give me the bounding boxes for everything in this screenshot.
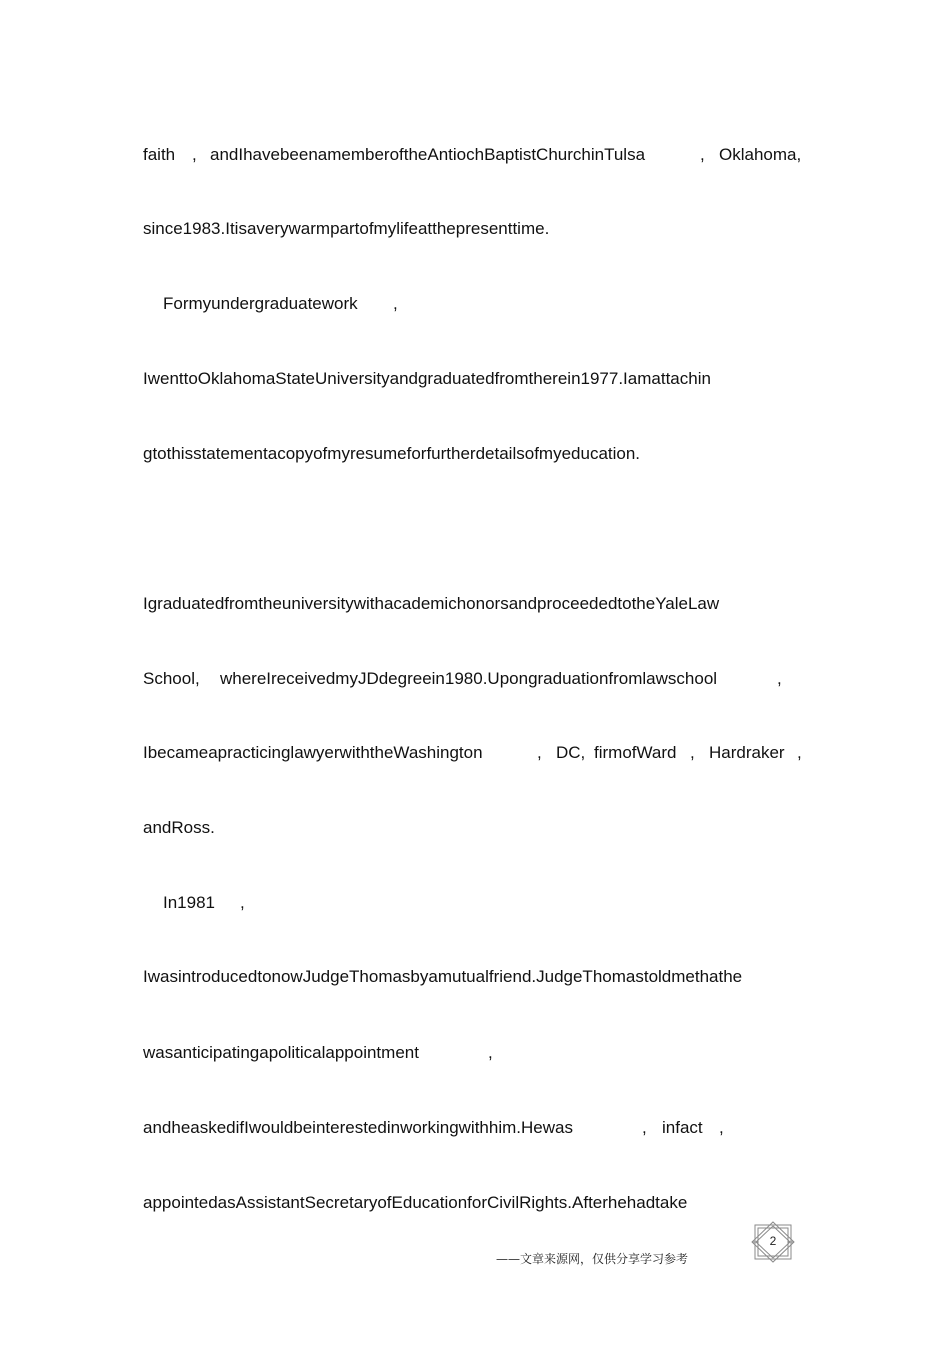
- text-segment: ,: [777, 669, 782, 688]
- text-segment: ,: [700, 145, 705, 164]
- text-segment: In1981: [163, 893, 215, 912]
- text-segment: ,: [797, 743, 802, 762]
- text-segment: ,: [393, 294, 398, 313]
- text-segment: IbecameapracticinglawyerwiththeWashington: [143, 743, 483, 762]
- text-segment: ,: [240, 893, 245, 912]
- text-segment: School,: [143, 669, 200, 688]
- text-segment: andheaskedifIwouldbeinterestedinworkingwithhim.Hewas: [143, 1118, 573, 1137]
- page-number-badge: [749, 1221, 797, 1263]
- text-line-6: IgraduatedfromtheuniversitywithacademichonorsandproceededtotheYaleLaw: [143, 594, 720, 613]
- text-segment: ,: [719, 1118, 724, 1137]
- text-segment: faith: [143, 145, 176, 164]
- text-segment: Formyundergraduatework: [163, 294, 358, 313]
- text-segment: infact: [662, 1118, 703, 1137]
- text-line-4: IwenttoOklahomaStateUniversityandgraduatedfromtherein1977.Iamattachin: [143, 369, 711, 388]
- text-line-9: andRoss.: [143, 818, 215, 837]
- text-segment: Hardraker: [709, 743, 785, 762]
- text-segment: DC,: [556, 743, 586, 762]
- text-segment: ,: [642, 1118, 647, 1137]
- text-line-11: IwasintroducedtonowJudgeThomasbyamutualfriend.JudgeThomastoldmethathe: [143, 967, 743, 986]
- page-number: 2: [769, 1234, 777, 1248]
- text-segment: andIhavebeenamemberoftheAntiochBaptistChurchinTulsa: [210, 145, 646, 164]
- text-segment: whereIreceivedmyJDdegreein1980.Upongraduationfromlawschool: [220, 669, 718, 688]
- text-segment: wasanticipatingapoliticalappointment: [143, 1043, 419, 1062]
- text-line-5: gtothisstatementacopyofmyresumeforfurtherdetailsofmyeducation.: [143, 444, 641, 463]
- text-segment: ,: [192, 145, 197, 164]
- text-segment: ,: [690, 743, 695, 762]
- text-segment: ,: [537, 743, 542, 762]
- text-line-2: since1983.Itisaverywarmpartofmylifeatthepresenttime.: [143, 219, 550, 238]
- text-segment: firmofWard: [594, 743, 677, 762]
- text-line-14: appointedasAssistantSecretaryofEducationforCivilRights.Afterhehadtake: [143, 1193, 688, 1212]
- text-segment: ,: [488, 1043, 493, 1062]
- footer-source-note: ——文章来源网，仅供分享学习参考: [496, 1252, 689, 1266]
- text-segment: Oklahoma,: [719, 145, 802, 164]
